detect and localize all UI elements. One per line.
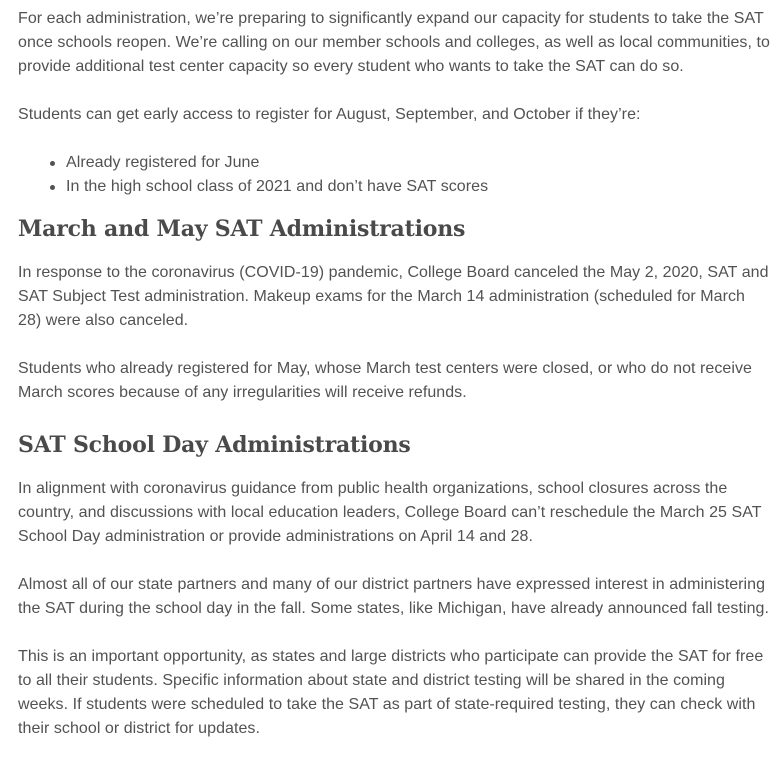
list-item-text: Already registered for June [66,154,260,171]
early-access-criteria-list [18,151,770,199]
list-item [66,151,770,175]
march-may-paragraph-refunds: Students who already registered for May, whose March test centers were closed, or who do not receive March scores because of any irregularities will receive refunds. [18,360,752,401]
intro-paragraph-capacity: For each administration, we’re preparing to significantly expand our capacity for students to take the SAT once schools reopen. We’re calling on our member schools and colleges, as well as local communities, to provide additional test center capacity so every student who wants to take the SAT can do so. [18,10,770,75]
bullet-icon [50,161,55,166]
list-item-text: In the high school class of 2021 and don’t have SAT scores [66,178,489,195]
bullet-icon [50,185,55,190]
school-day-paragraph-opportunity: This is an important opportunity, as states and large districts who participate can provide the SAT for free to all their students. Specific information about state and district testing will be shared in the coming weeks. If students were scheduled to take the SAT as part of state-required testing, they can check with their school or district for updates. [18,648,764,737]
section-heading-school-day: SAT School Day Administrations [18,432,411,458]
school-day-paragraph-partners: Almost all of our state partners and many of our district partners have expressed interest in administering the SAT during the school day in the fall. Some states, like Michigan, have already announced fall testing. [18,576,769,617]
march-may-paragraph-canceled: In response to the coronavirus (COVID-19) pandemic, College Board canceled the May 2, 2020, SAT and SAT Subject Test administration. Makeup exams for the March 14 administration (scheduled for March 28) were also canceled. [18,264,769,329]
intro-paragraph-early-access: Students can get early access to register for August, September, and October if they’re: [18,106,641,123]
list-item [66,175,770,199]
section-heading-march-may: March and May SAT Administrations [18,216,466,242]
article-body [18,7,770,765]
school-day-paragraph-guidance: In alignment with coronavirus guidance from public health organizations, school closures across the country, and discussions with local education leaders, College Board can’t reschedule the March 25 SAT School Day administration or provide administrations on April 14 and 28. [18,480,762,545]
